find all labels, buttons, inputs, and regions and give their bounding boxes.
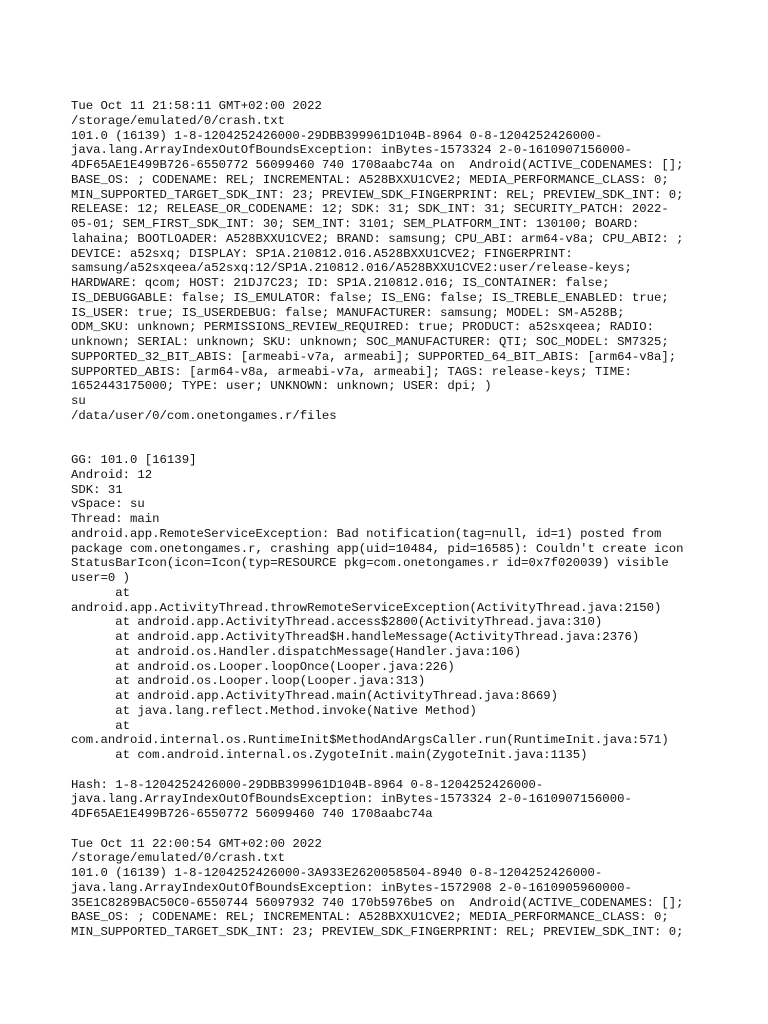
crash-stack-trace	[71, 453, 761, 763]
log-line: 05-01; SEM_FIRST_SDK_INT: 30; SEM_INT: 3101; SEM_PLATFORM_INT: 130100; BOARD:	[71, 217, 640, 231]
log-line: unknown; SERIAL: unknown; SKU: unknown; SOC_MANUFACTURER: QTI; SOC_MODEL: SM7325;	[71, 335, 669, 349]
log-line: Thread: main	[71, 512, 160, 526]
spacer	[71, 822, 761, 837]
log-line: BASE_OS: ; CODENAME: REL; INCREMENTAL: A528BXXU1CVE2; MEDIA_PERFORMANCE_CLASS: 0;	[71, 172, 669, 187]
log-line: IS_DEBUGGABLE: false; IS_EMULATOR: false; IS_ENG: false; IS_TREBLE_ENABLED: true;	[71, 290, 669, 305]
log-line: Tue Oct 11 21:58:11 GMT+02:00 2022	[71, 99, 322, 113]
log-line: at java.lang.reflect.Method.invoke(Native Method)	[71, 703, 477, 718]
log-line: at android.app.ActivityThread.main(ActivityThread.java:8669)	[71, 689, 559, 703]
log-line: at	[71, 718, 131, 733]
spacer	[71, 763, 761, 778]
log-line: at android.app.ActivityThread.access$2800(ActivityThread.java:310)	[71, 615, 603, 630]
log-line: /data/user/0/com.onetongames.r/files	[71, 408, 337, 423]
log-line: vSpace: su	[71, 497, 145, 512]
log-line: DEVICE: a52sxq; DISPLAY: SP1A.210812.016.A528BXXU1CVE2; FINGERPRINT:	[71, 246, 573, 261]
log-line: GG: 101.0 [16139]	[71, 453, 197, 467]
spacer	[71, 424, 761, 454]
crash-hash	[71, 778, 761, 822]
log-line: SDK: 31	[71, 482, 123, 497]
log-line: 4DF65AE1E499B726-6550772 56099460 740 1708aabc74a	[71, 807, 433, 821]
crash-report-header-2	[71, 837, 761, 940]
log-line: at android.os.Looper.loop(Looper.java:313)	[71, 674, 426, 689]
crash-report-header-1	[71, 99, 761, 424]
log-line: MIN_SUPPORTED_TARGET_SDK_INT: 23; PREVIEW_SDK_FINGERPRINT: REL; PREVIEW_SDK_INT: 0;	[71, 187, 684, 202]
log-line: android.app.ActivityThread.throwRemoteServiceException(ActivityThread.java:2150)	[71, 600, 662, 615]
crash-log-document	[71, 99, 761, 940]
log-line: Tue Oct 11 22:00:54 GMT+02:00 2022	[71, 836, 322, 851]
log-line: lahaina; BOOTLOADER: A528BXXU1CVE2; BRAND: samsung; CPU_ABI: arm64-v8a; CPU_ABI2: ;	[71, 231, 684, 246]
log-line: samsung/a52sxqeea/a52sxq:12/SP1A.210812.016/A528BXXU1CVE2:user/release-keys;	[71, 261, 632, 276]
log-line: at	[71, 585, 131, 600]
log-line: java.lang.ArrayIndexOutOfBoundsException: inBytes-1573324 2-0-1610907156000-	[71, 143, 632, 158]
log-line: SUPPORTED_32_BIT_ABIS: [armeabi-v7a, armeabi]; SUPPORTED_64_BIT_ABIS: [arm64-v8a];	[71, 349, 677, 364]
log-line: user=0 )	[71, 571, 131, 585]
log-line: /storage/emulated/0/crash.txt	[71, 113, 286, 128]
log-line: RELEASE: 12; RELEASE_OR_CODENAME: 12; SDK: 31; SDK_INT: 31; SECURITY_PATCH: 2022-	[71, 202, 669, 217]
log-line: java.lang.ArrayIndexOutOfBoundsException: inBytes-1572908 2-0-1610905960000-	[71, 880, 632, 895]
log-line: at android.os.Handler.dispatchMessage(Handler.java:106)	[71, 644, 522, 659]
log-line: 35E1C8289BAC50C0-6550744 56097932 740 170b5976be5 on Android(ACTIVE_CODENAMES: [];	[71, 895, 684, 910]
log-line: su	[71, 394, 86, 408]
log-line: 101.0 (16139) 1-8-1204252426000-3A933E2620058504-8940 0-8-1204252426000-	[71, 866, 603, 880]
log-line: 1652443175000; TYPE: user; UNKNOWN: unknown; USER: dpi; )	[71, 379, 492, 394]
log-line: package com.onetongames.r, crashing app(uid=10484, pid=16585): Couldn't create icon	[71, 541, 684, 556]
log-line: Hash: 1-8-1204252426000-29DBB399961D104B-8964 0-8-1204252426000-	[71, 777, 544, 792]
log-line: com.android.internal.os.RuntimeInit$MethodAndArgsCaller.run(RuntimeInit.java:571)	[71, 733, 669, 748]
log-line: MIN_SUPPORTED_TARGET_SDK_INT: 23; PREVIEW_SDK_FINGERPRINT: REL; PREVIEW_SDK_INT: 0;	[71, 925, 684, 939]
log-line: /storage/emulated/0/crash.txt	[71, 851, 286, 866]
log-line: 4DF65AE1E499B726-6550772 56099460 740 1708aabc74a on Android(ACTIVE_CODENAMES: [];	[71, 158, 684, 172]
log-line: java.lang.ArrayIndexOutOfBoundsException: inBytes-1573324 2-0-1610907156000-	[71, 792, 632, 807]
log-line: at android.os.Looper.loopOnce(Looper.java:226)	[71, 659, 455, 674]
log-line: android.app.RemoteServiceException: Bad notification(tag=null, id=1) posted from	[71, 526, 662, 541]
log-line: StatusBarIcon(icon=Icon(typ=RESOURCE pkg=com.onetongames.r id=0x7f020039) visible	[71, 556, 669, 571]
log-line: SUPPORTED_ABIS: [arm64-v8a, armeabi-v7a, armeabi]; TAGS: release-keys; TIME:	[71, 364, 632, 379]
log-line: Android: 12	[71, 467, 153, 482]
log-line: HARDWARE: qcom; HOST: 21DJ7C23; ID: SP1A.210812.016; IS_CONTAINER: false;	[71, 276, 610, 290]
log-line: 101.0 (16139) 1-8-1204252426000-29DBB399961D104B-8964 0-8-1204252426000-	[71, 128, 603, 143]
log-line: at com.android.internal.os.ZygoteInit.main(ZygoteInit.java:1135)	[71, 748, 588, 762]
log-line: IS_USER: true; IS_USERDEBUG: false; MANUFACTURER: samsung; MODEL: SM-A528B;	[71, 305, 625, 320]
log-line: BASE_OS: ; CODENAME: REL; INCREMENTAL: A528BXXU1CVE2; MEDIA_PERFORMANCE_CLASS: 0;	[71, 910, 669, 925]
log-line: ODM_SKU: unknown; PERMISSIONS_REVIEW_REQUIRED: true; PRODUCT: a52sxqeea; RADIO:	[71, 320, 654, 335]
log-line: at android.app.ActivityThread$H.handleMessage(ActivityThread.java:2376)	[71, 630, 640, 644]
